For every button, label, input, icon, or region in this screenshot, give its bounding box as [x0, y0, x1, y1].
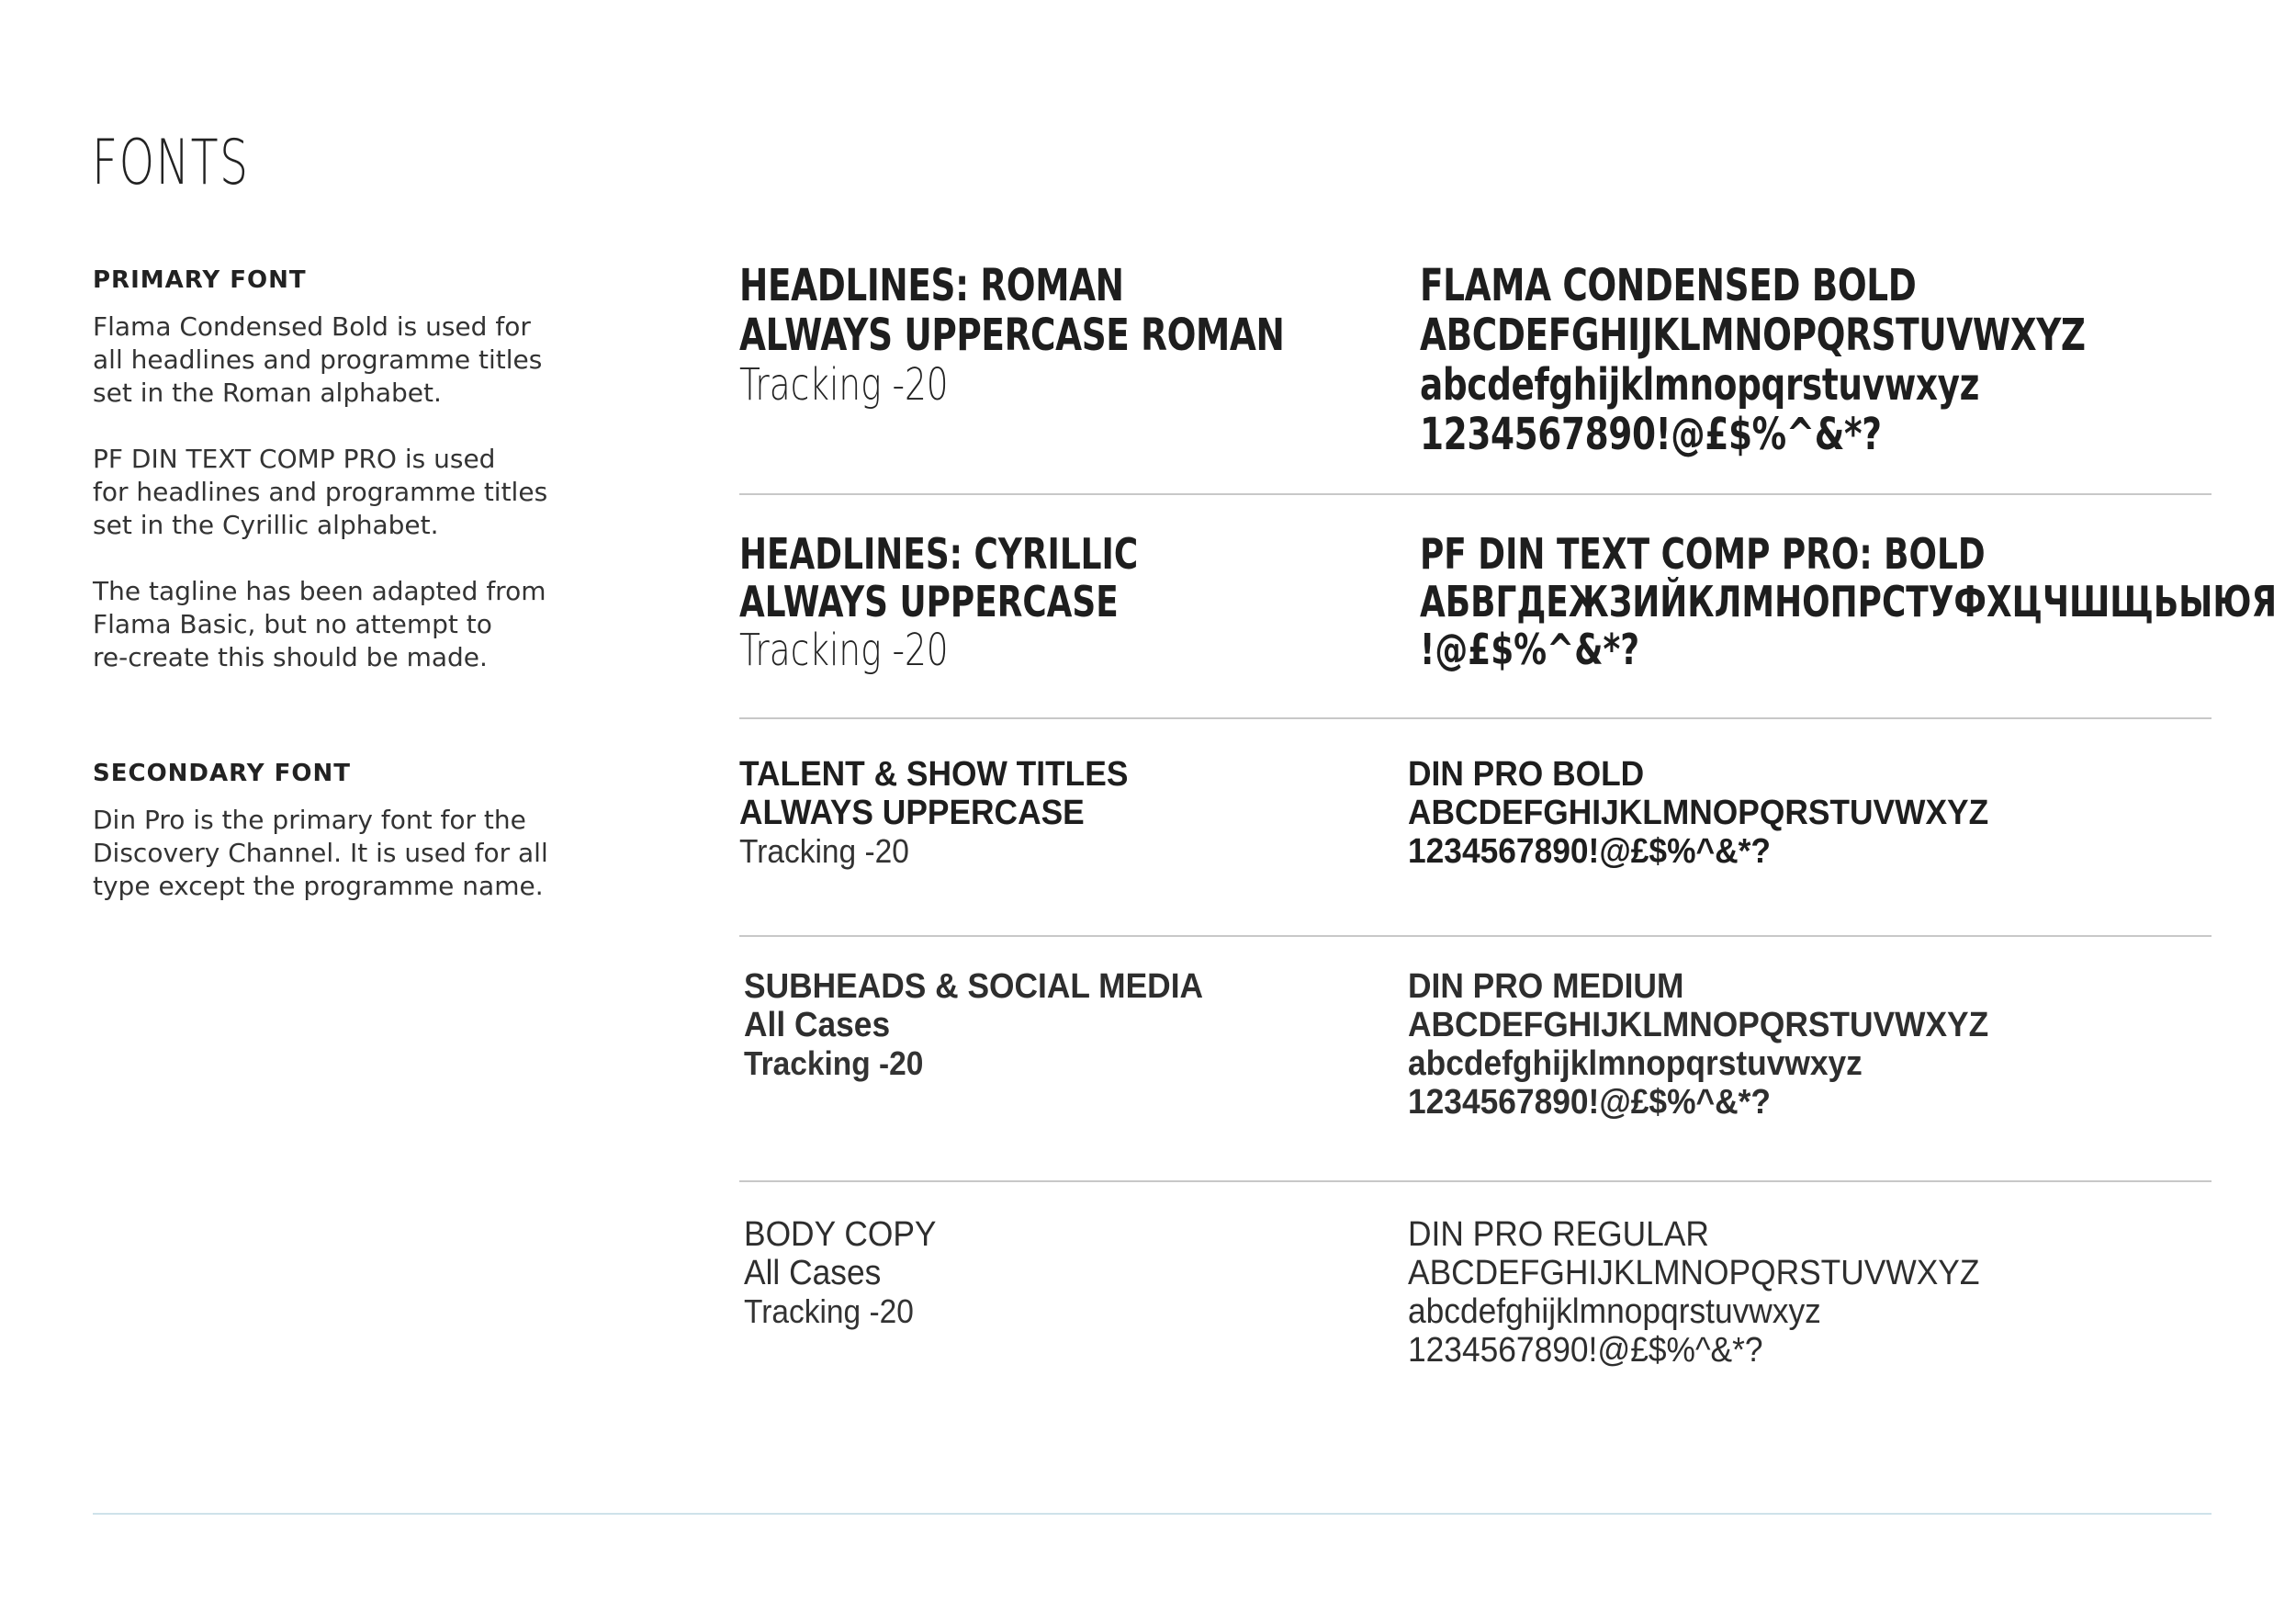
secondary-font-heading: SECONDARY FONT: [93, 760, 351, 787]
specimen-line: 1234567890!@£$%^&*?: [1408, 1331, 1763, 1370]
specimen-line: АБВГДЕЖЗИЙКЛМНОПРСТУФХЦЧШЩЬЫЮЯ: [1420, 577, 2278, 626]
specimen-line: 1234567890!@£$%^&*?: [1408, 1083, 1772, 1122]
divider: [739, 935, 2212, 937]
specimen-line: 1234567890!@£$%^&*?: [1420, 409, 1882, 460]
usage-line: ALWAYS UPPERCASE: [739, 577, 1119, 626]
specimen-din-pro-bold: [1408, 755, 1988, 871]
usage-line: ALWAYS UPPERCASE ROMAN: [739, 310, 1285, 361]
usage-line: All Cases: [744, 1254, 882, 1292]
usage-line: Tracking -20: [739, 832, 909, 870]
primary-font-section: [93, 266, 570, 674]
specimen-line: ABCDEFGHIJKLMNOPQRSTUVWXYZ: [1420, 310, 2086, 361]
specimen-line: DIN PRO MEDIUM: [1408, 967, 1684, 1006]
usage-headlines-roman: [739, 261, 1284, 410]
page-title: FONTS: [92, 127, 250, 199]
specimen-line: ABCDEFGHIJKLMNOPQRSTUVWXYZ: [1408, 1006, 1989, 1044]
divider: [739, 717, 2212, 719]
secondary-font-section: [93, 760, 570, 903]
primary-font-paragraph: Flama Condensed Bold is used for all headlines and programme titles set in the Roman alphabet.: [93, 311, 543, 408]
specimen-line: abcdefghijklmnopqrstuvwxyz: [1420, 359, 1980, 411]
divider: [739, 493, 2212, 495]
usage-line: ALWAYS UPPERCASE: [739, 794, 1085, 832]
specimen-line: PF DIN TEXT COMP PRO: BOLD: [1420, 529, 1986, 579]
specimen-din-pro-medium: [1408, 967, 1988, 1122]
primary-font-heading: PRIMARY FONT: [93, 266, 307, 294]
usage-line: Tracking -20: [739, 625, 949, 676]
usage-line: All Cases: [744, 1006, 891, 1044]
specimen-line: 1234567890!@£$%^&*?: [1408, 832, 1772, 871]
usage-line: HEADLINES: ROMAN: [739, 260, 1124, 311]
specimen-line: abcdefghijklmnopqrstuvwxyz: [1408, 1292, 1821, 1331]
usage-line: Tracking -20: [744, 1292, 914, 1330]
specimen-line: ABCDEFGHIJKLMNOPQRSTUVWXYZ: [1408, 1254, 1980, 1292]
specimen-line: !@£$%^&*?: [1420, 625, 1640, 674]
primary-font-paragraph: PF DIN TEXT COMP PRO is used for headlines and programme titles set in the Cyrillic alphabet.: [93, 444, 548, 540]
usage-headlines-cyrillic: [739, 530, 1138, 675]
specimen-line: DIN PRO REGULAR: [1408, 1215, 1709, 1254]
divider: [739, 1180, 2212, 1182]
specimen-line: abcdefghijklmnopqrstuvwxyz: [1408, 1044, 1863, 1083]
usage-line: Tracking -20: [744, 1044, 924, 1082]
specimen-din-pro-regular: [1408, 1215, 1979, 1370]
specimen-line: DIN PRO BOLD: [1408, 755, 1645, 794]
usage-line: HEADLINES: CYRILLIC: [739, 529, 1139, 579]
usage-line: BODY COPY: [744, 1215, 937, 1254]
usage-talent-show-titles: [739, 755, 1128, 871]
usage-subheads-social-media: [744, 967, 1203, 1083]
secondary-font-paragraph: Din Pro is the primary font for the Discovery Channel. It is used for all type except the programme name.: [93, 805, 548, 901]
usage-body-copy: [744, 1215, 936, 1331]
specimen-pf-din-text-comp-pro: [1420, 530, 2277, 673]
usage-line: TALENT & SHOW TITLES: [739, 755, 1129, 794]
specimen-line: ABCDEFGHIJKLMNOPQRSTUVWXYZ: [1408, 794, 1989, 832]
usage-line: SUBHEADS & SOCIAL MEDIA: [744, 967, 1204, 1006]
primary-font-paragraph: The tagline has been adapted from Flama Basic, but no attempt to re-create this should be made.: [93, 576, 546, 672]
specimen-flama-condensed-bold: [1420, 261, 2086, 459]
specimen-line: FLAMA CONDENSED BOLD: [1420, 260, 1917, 311]
usage-line: Tracking -20: [739, 359, 949, 411]
footer-divider: [93, 1513, 2212, 1515]
